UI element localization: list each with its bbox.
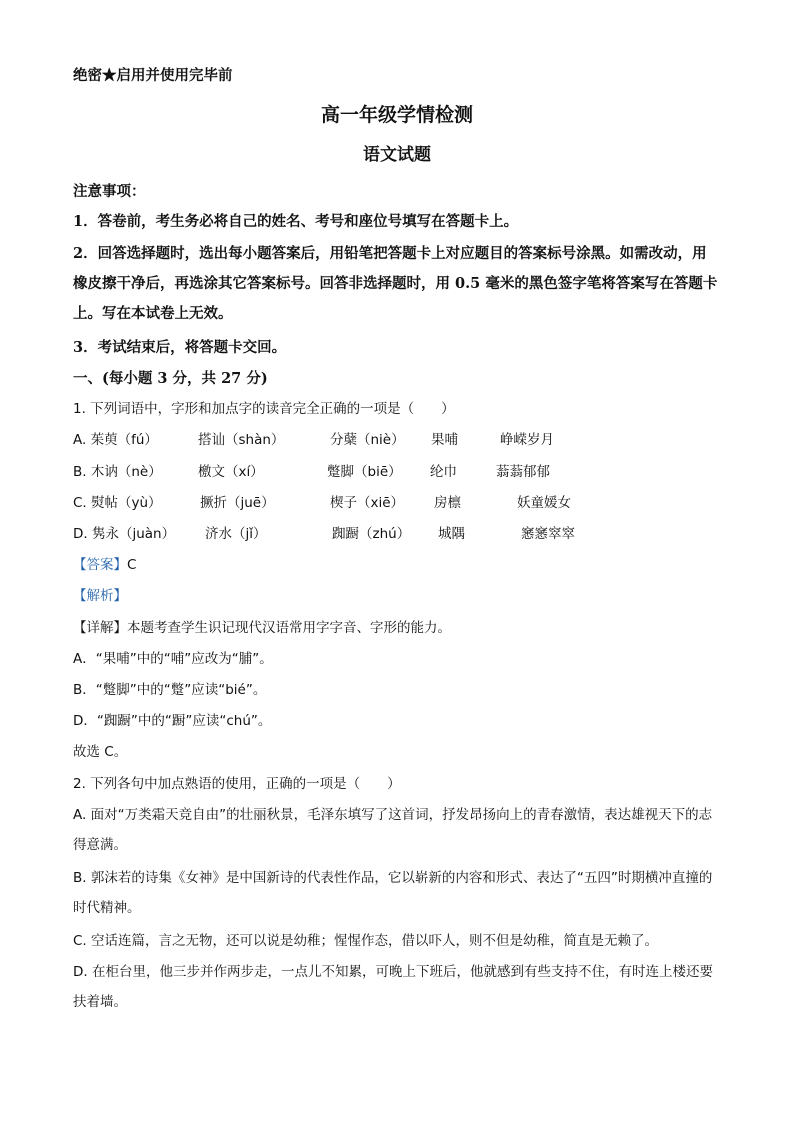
page-subtitle: 语文试题 [363,145,431,165]
option-cell: 果哺 [431,432,458,448]
option-cell: 分蘖（niè） [330,432,405,448]
q1-explanation-b: B．“蹩脚”中的“蹩”应读“bié”。 [73,682,267,698]
answer-label: 【答案】 [73,557,127,573]
option-cell: 城隅 [438,526,465,542]
option-cell: D. 隽永（juàn） [73,526,176,542]
option-cell: 楔子（xiē） [330,495,405,511]
option-cell: 蹩脚（biē） [327,464,402,480]
q1-answer [73,555,136,575]
option-cell: 蓊蓊郁郁 [496,464,550,480]
note-item-3: 3．考试结束后，将答题卡交回。 [73,339,287,356]
section-heading: 一、(每小题 3 分，共 27 分) [73,370,268,387]
q2-option-a: A. 面对“万类霜天竞自由”的壮丽秋景，毛泽东填写了这首词，抒发昂扬向上的青春激情，表达雄视天下的志得意满。 [73,807,713,853]
detail-label: 【详解】 [73,620,127,636]
note-item-2: 2．回答选择题时，选出每小题答案后，用铅笔把答题卡上对应题目的答案标号涂黑。如需改动，用橡皮擦干净后，再选涂其它答案标号。回答非选择题时，用 0.5 毫米的黑色签字笔将答案写在答题卡上。写在本试卷上无效。 [73,245,718,322]
q2-option-d: D. 在柜台里，他三步并作两步走，一点儿不知累，可晚上下班后，他就感到有些支持不住，有时连上楼还要扶着墙。 [73,964,713,1010]
q2-option-c: C. 空话连篇，言之无物，还可以说是幼稚；惺惺作态，借以吓人，则不但是幼稚，简直是无赖了。 [73,933,659,949]
option-cell: A. 茱萸（fú） [73,432,158,448]
q2-stem: 2. 下列各句中加点熟语的使用，正确的一项是（ ） [73,776,401,792]
q1-conclusion: 故选 C。 [73,744,128,760]
q1-explanation-d: D．“踟蹰”中的“蹰”应读“chú”。 [73,713,272,729]
option-cell: B. 木讷（nè） [73,464,162,480]
option-cell: 踟蹰（zhú） [332,526,411,542]
q1-analysis-label: 【解析】 [73,588,127,604]
page-title: 高一年级学情检测 [320,104,473,126]
option-cell: 窸窸窣窣 [521,526,575,542]
option-cell: 撅折（juē） [200,495,275,511]
notes-heading: 注意事项： [73,183,146,200]
option-cell: 房檩 [434,495,461,511]
option-cell: 搭讪（shàn） [198,432,285,448]
option-cell: C. 熨帖（yù） [73,495,162,511]
option-cell: 峥嵘岁月 [500,432,554,448]
option-cell: 檄文（xí） [198,464,264,480]
q2-option-b: B. 郭沫若的诗集《女神》是中国新诗的代表性作品，它以崭新的内容和形式、表达了“五四”时期横冲直撞的时代精神。 [73,870,713,916]
q1-detail [73,618,451,638]
q1-explanation-a: A．“果哺”中的“哺”应改为“脯”。 [73,651,273,667]
answer-value: C [127,557,137,573]
option-cell: 济水（jǐ） [205,526,267,542]
secret-label: 绝密★启用并使用完毕前 [73,67,233,84]
option-cell: 纶巾 [430,464,457,480]
q1-stem: 1. 下列词语中，字形和加点字的读音完全正确的一项是（ ） [73,401,455,417]
detail-text: 本题考查学生识记现代汉语常用字字音、字形的能力。 [127,620,451,636]
option-cell: 妖童媛女 [517,495,571,511]
note-item-1: 1．答卷前，考生务必将自己的姓名、考号和座位号填写在答题卡上。 [73,213,519,230]
